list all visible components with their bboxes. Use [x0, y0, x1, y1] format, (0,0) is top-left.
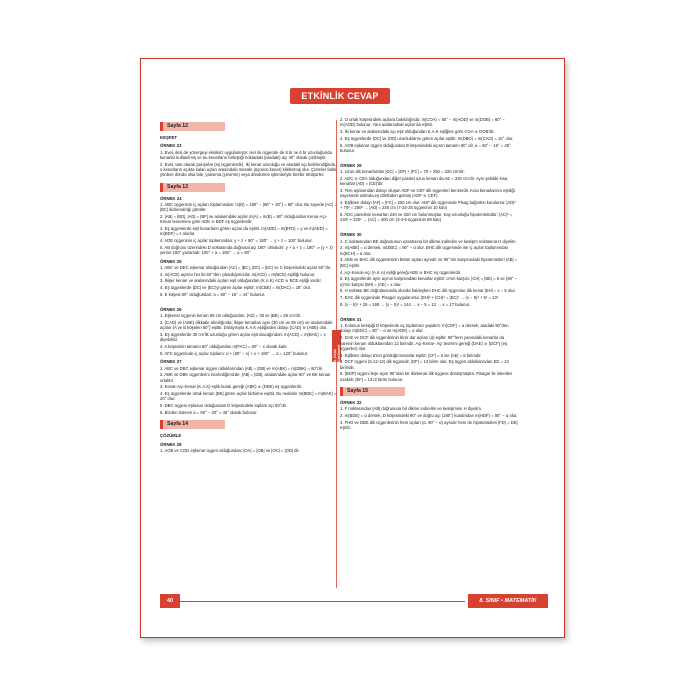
- list-item: 4. DCF üçgeni (5-12-13) dik üçgendir, |DF| = 13 birim olur. Eş üçgen olduklarından ED = 13 birimdir.: [340, 359, 509, 370]
- section-header-page12: Sayfa 12: [160, 122, 225, 131]
- right-column: [340, 117, 518, 432]
- list-item: 3. Eşlikten dolayı α'nın gördüğü kenarlar eşittir: |CF| = 5 ise |AE| = 5 birimdir.: [340, 352, 482, 358]
- list-item: 1. ABC ve DBC eşkenar üçgen olduklarından |AB| = |DB| ve m(ABK) = m(DBK) = 60°dir.: [160, 365, 324, 371]
- list-item: 3. AEB ve BHC dik üçgenlerinin bütün açıları aynıdır ve 90°'nin karşısındaki hipotenüsleri |AB| = |BC| eşittir.: [340, 257, 518, 268]
- list-item: 2. m(BDE) = α dersek, D köşesindeki 90° ve doğru açı (180°) kuralından m(HDF) = 90° − α olur.: [340, 413, 518, 419]
- example-heading: ÖRNEK 24: [160, 195, 182, 201]
- list-item: 5. ADC panelinin kenarları 240 ve 320 cm bulunmuştur. Kay uzunluğu hipotenüsüdür: |AC|² = 240² + 320² → |AC| = 400 cm (3-4-5 üçgeninin 80 katı): [340, 212, 512, 223]
- list-item: 2. m(ABE) = α dersek, m(EBC) = 90° − α olur. BHC dik üçgeninde ise iç açılar toplamından m(BCH) = α olur.: [340, 245, 509, 256]
- list-item: 2. DAE ve DCF dik üçgenlerinin birer dar açıları (α) eşittir. 90°'lerin yanındaki kenarlar da karenin kenarı olduklarından 12 birimdir. Açı-Kenar- Açı teoremi gereği (DAE) ≅ (DCF) (eş üçgenler) olur.: [340, 335, 508, 351]
- list-item: 2. |AB| = |BD|, |AD| = |BF| ve aralarındaki açılar m(A) = m(B) = 90° olduğundan Kenar-Açı- Kenar teoremine göre ADE ≅ BDF eş üçgenlerdir.: [160, 213, 328, 225]
- list-item: 5. E köşesi 60° olduğundan: a = 60° − 18° = 44° bulunur.: [160, 292, 266, 298]
- list-item: 2. Evet, tam olarak çakışırlar (eş üçgenlerdir). İki kenar uzunluğu ve aradaki açı belirlendiğinde, o kenarların açıkta kalan uçları arasındaki mesafe (üçüncü kenar) kilitlenmiş olur. Çizimler farklı yönlere döndü olsa bile, yansıma (çevirme) veya döndürme işlemleriyle birebir örtüşürler.: [160, 161, 337, 178]
- list-item: 4. A köşesinin tamamı 60° olduğundan m(FAC) = 60° − x olarak kalır.: [160, 344, 288, 350]
- list-item: 2. O ortak köşesindeki açılara bakıldığında: m(COA) = 60° − m(AOD) ve m(DOB) = 60° − m(AOD) bulunur. Yani aralarındaki açılar da eşittir.: [340, 117, 505, 128]
- left-column: [160, 117, 338, 455]
- list-item: 1. Uzun dik kenarlardan |DC| = |DF| + |FC| = 70 + 250 = 320 cm'dir.: [340, 169, 465, 175]
- list-item: 7. EHC dik üçgeninde Pisagor uygulanırsa: |EH|² + |CH|² = |EC|² → (x − 5)² + 5² = 13²: [340, 295, 499, 301]
- list-item: 3. Tere aşılarından dolayı oluşan ADF ve CEF dik üçgenleri benzerdir. Kısa kenarlarının eşitliği sayesinde aslında eş dörtlüden gelmiş (ADF ≅ CEF).: [340, 187, 515, 199]
- list-item: 5. AB doğrusu üzerindeki D noktasında doğrusal açı 180° olmalıdır: y + a + z = 180° ⇒ (y + z) yerine 100° yazarsak: 100° + a = 180° → a = 80°: [160, 244, 333, 256]
- unit-side-tab-label: 6. Ünite Çözümleri: [333, 344, 341, 362]
- list-item: 5. Eş üçgenlerde aynı açının karşısındaki kenarlar eşittir: α'nın karşısı: |CH| = |BE| = 5 ve (90° − α)'nın karşısı |BH| = |AE| = x olur.: [340, 276, 518, 287]
- example-heading: ÖRNEK 29: [340, 162, 362, 168]
- footer-subject-label: 8. SINIF • MATEMATİK: [468, 594, 548, 608]
- list-item: 3. İkişer kenarı ve aralarındaki açıları eşit olduğundan (K.A.K) ACD ≅ BCE eşliği vardır.: [160, 278, 322, 284]
- list-item: 1. AOB ve COD eşkenar üçgen olduğundan; |OA| = |OB| ve |OC| = |OD| dir.: [160, 447, 300, 453]
- list-item: 5. (BDP) üçgeni leşe açısı 90°olan bir ikizkenar dik üçgene dönüşmüştür. Pisagor ile istenilen uzaklık: |EF| = 13√2 birim bulunur.: [340, 371, 513, 382]
- list-item: 1. F noktasından [AB] doğrusuna bir dikme indirelim ve kesişimine H diyelim.: [340, 406, 482, 412]
- list-item: 4. Eş üçgenlerde ortak kenarı |BK| gören açılar birbirine eşittir. Bu nedenle m(BDK) = m(BAK) = 20° olur.: [160, 391, 337, 402]
- list-item: 2. ADC ≅ CEA olduğundan diğer paralel uzun kenarı da AE = 320 cm'dir. Aynı şekilde kısa kenarlar |AD| = |CE|'dir.: [340, 175, 508, 187]
- example-heading: ÖRNEK 32: [340, 400, 362, 406]
- list-item: 3. FHD ve DBE dik üçgenlerinin hem açıları (α, 90° − α) aynıdır hem de hipotenüsleri |FD| = DE| eşittir.: [340, 419, 518, 431]
- list-item: 2. m(ACE) açısını her iki 60°'den çıkardığımızda: m(ACD) = m(BCE) eşitliği bulunur.: [160, 271, 316, 277]
- example-heading: ÖRNEK 30: [340, 232, 362, 238]
- page-number: 40: [160, 594, 180, 608]
- list-item: 8. (x − 5)² + 25 = 169 → (x − 5)² = 144 → x − 5 = 12 → x = 17 bulunur.: [340, 302, 471, 308]
- example-heading: ÖRNEK 27: [160, 359, 182, 365]
- example-heading: ÖRNEK 23: [160, 143, 182, 149]
- list-item: 3. Eş üçgenlerde eşit kenarların gören açılar da eşittir. m(ADE) = m(BFD) = y ve m(AED) = m(BDF) = z olurlar.: [160, 226, 328, 237]
- list-item: 1. ABC üçgeninin iç açıları toplamından: m(B) = 180° − (80° + 20°) = 80° olur. Bu sayede |AC| = |BC| ikizkenarlığı görülür.: [160, 201, 337, 213]
- footer-rule: [180, 601, 465, 602]
- subheading: KEŞFET: [160, 135, 177, 140]
- list-item: 3. İki kenar ve aralarındaki açı eşit olduğundan K.A.K eşliğine göre COA ≅ DOB'dir.: [340, 129, 495, 135]
- example-heading: ÖRNEK 31: [340, 316, 362, 322]
- list-item: 1. Evet, ikisi de yönergeyi eksiksiz uygulamıştır. Her iki üçgende de 8 br ve 6 br uzunluğunda kenarlar kullanılmış ve bu kenarların birleştiği noktadaki (aradaki) açı 40° olarak çizilmiştir.: [160, 149, 332, 160]
- example-heading: ÖRNEK 28: [160, 441, 182, 447]
- list-item: 5. AFC üçgeninde iç açılar toplamı: α + (60° − x) + x + 180° → α = 120° bulunur.: [160, 350, 309, 356]
- list-item: 3. Eş üçgenlerde 30 cm'lik uzunluğu gören açılar eşit olacağından: m(ACD) = m(BAE) = x diyebiliriz.: [160, 332, 326, 343]
- list-item: 1. ABC ve DEC eşkenar olduğundan |AC| = |BC|, |DC| = |EC| ve C köşesindeki açılar 60°'dır.: [160, 264, 332, 270]
- list-item: 1. Eşkenar üçgenin kenarı 96 cm olduğundan, |AD| = 30 ve |BE| = 39 cm'dir.: [160, 313, 302, 319]
- section-header-page15: Sayfa 15: [340, 387, 405, 396]
- list-item: 4. Eşlikten dolayı |AF| = |FC| = 250 cm olur. ADF dik üçgeninde Pisag bağıntısı kurulursa: |AD|² + 70² = 250² → |AD| = 240 cm (7-24-25 üçgeninin 10 katı): [340, 200, 516, 211]
- list-item: 2. (CAD) ve (ABE) dikkatle alındığında; İkişer kenarları aynı (30 cm ve 39 cm) ve aralarındaki açıları (A ve B köşeleri 60°) eşittir. Dolayısıyla K.A.K eşliğinden dolayı (CAD) ≅ (ABE) olur.: [160, 319, 333, 331]
- list-item: 1. Kolonun kesişiği D köşesinde aç toplamacı yapalım: m(CDF) = α dersek, aradaki 90°den dolayı m(EDC) = 90° − α ve m(ADE) = α olur.: [340, 323, 509, 334]
- list-item: 4. Eş üçgenlerde |DC| ve |EC|'yi gören açılar eşittir: m(CBE) = m(DAC) = 18° olur.: [160, 285, 312, 291]
- list-item: 1. C noktasından BE doğrusunun uzantısına bir dikme indirelim ve kesişim noktasına H diyelim.: [340, 238, 517, 244]
- list-item: 3. Kenar-Açı-Kenar (K.A.K) eşlik kuralı gereği (ABK) ≅ (DBK) eş üçgenlerdir.: [160, 384, 303, 390]
- list-item: 6. H noktası BE doğrultusunda olunda haldeyken EHC dik üçgenine dik kenar |EH| = x − 5 olur.: [340, 288, 516, 294]
- list-item: 4. Açı-Kenar-Açı (A.K.A) eşliği gereği AEB ≅ BHC eş üçgenlerdir.: [340, 269, 462, 275]
- example-heading: ÖRNEK 26: [160, 306, 182, 312]
- list-item: 4. ADE üçgeninin iç açılar toplamından: y + z + 90° = 180° → y + z = 100° bulunur.: [160, 238, 313, 244]
- list-item: 4. Eş üçgenlerde |OC| ve |OD| uzunluklarını gören açılar eşittir. m(DBO) = m(CAO) = 15° olur.: [340, 135, 514, 141]
- list-item: 2. ABK ve DBK üçgenlerini incelediğimizde; |AB| = |DB|, aralarındaki açılar 60° ve BK kenarı ortaktır.: [160, 372, 331, 383]
- list-item: 5. AOB eşkenar üçgen olduğundan B köşesindeki açının tamamı 60° dir, a = 60° − 15° = 45° bulunur.: [340, 142, 511, 153]
- subheading: ÇÖZÜMLE: [160, 433, 182, 439]
- section-header-page14: Sayfa 14: [160, 420, 225, 429]
- example-heading: ÖRNEK 25: [160, 258, 182, 264]
- answer-key-banner: ETKİNLİK CEVAP ANAHTARI: [290, 88, 390, 104]
- list-item: 5. DBC üçgeni eşkenar olduğundan D köşesindeki toplam açı 60°dir.: [160, 403, 287, 409]
- list-item: 6. Bizden istenen a = 60° − 20° = 40° olarak bulunur.: [160, 410, 258, 416]
- section-header-page13: Sayfa 13: [160, 183, 225, 192]
